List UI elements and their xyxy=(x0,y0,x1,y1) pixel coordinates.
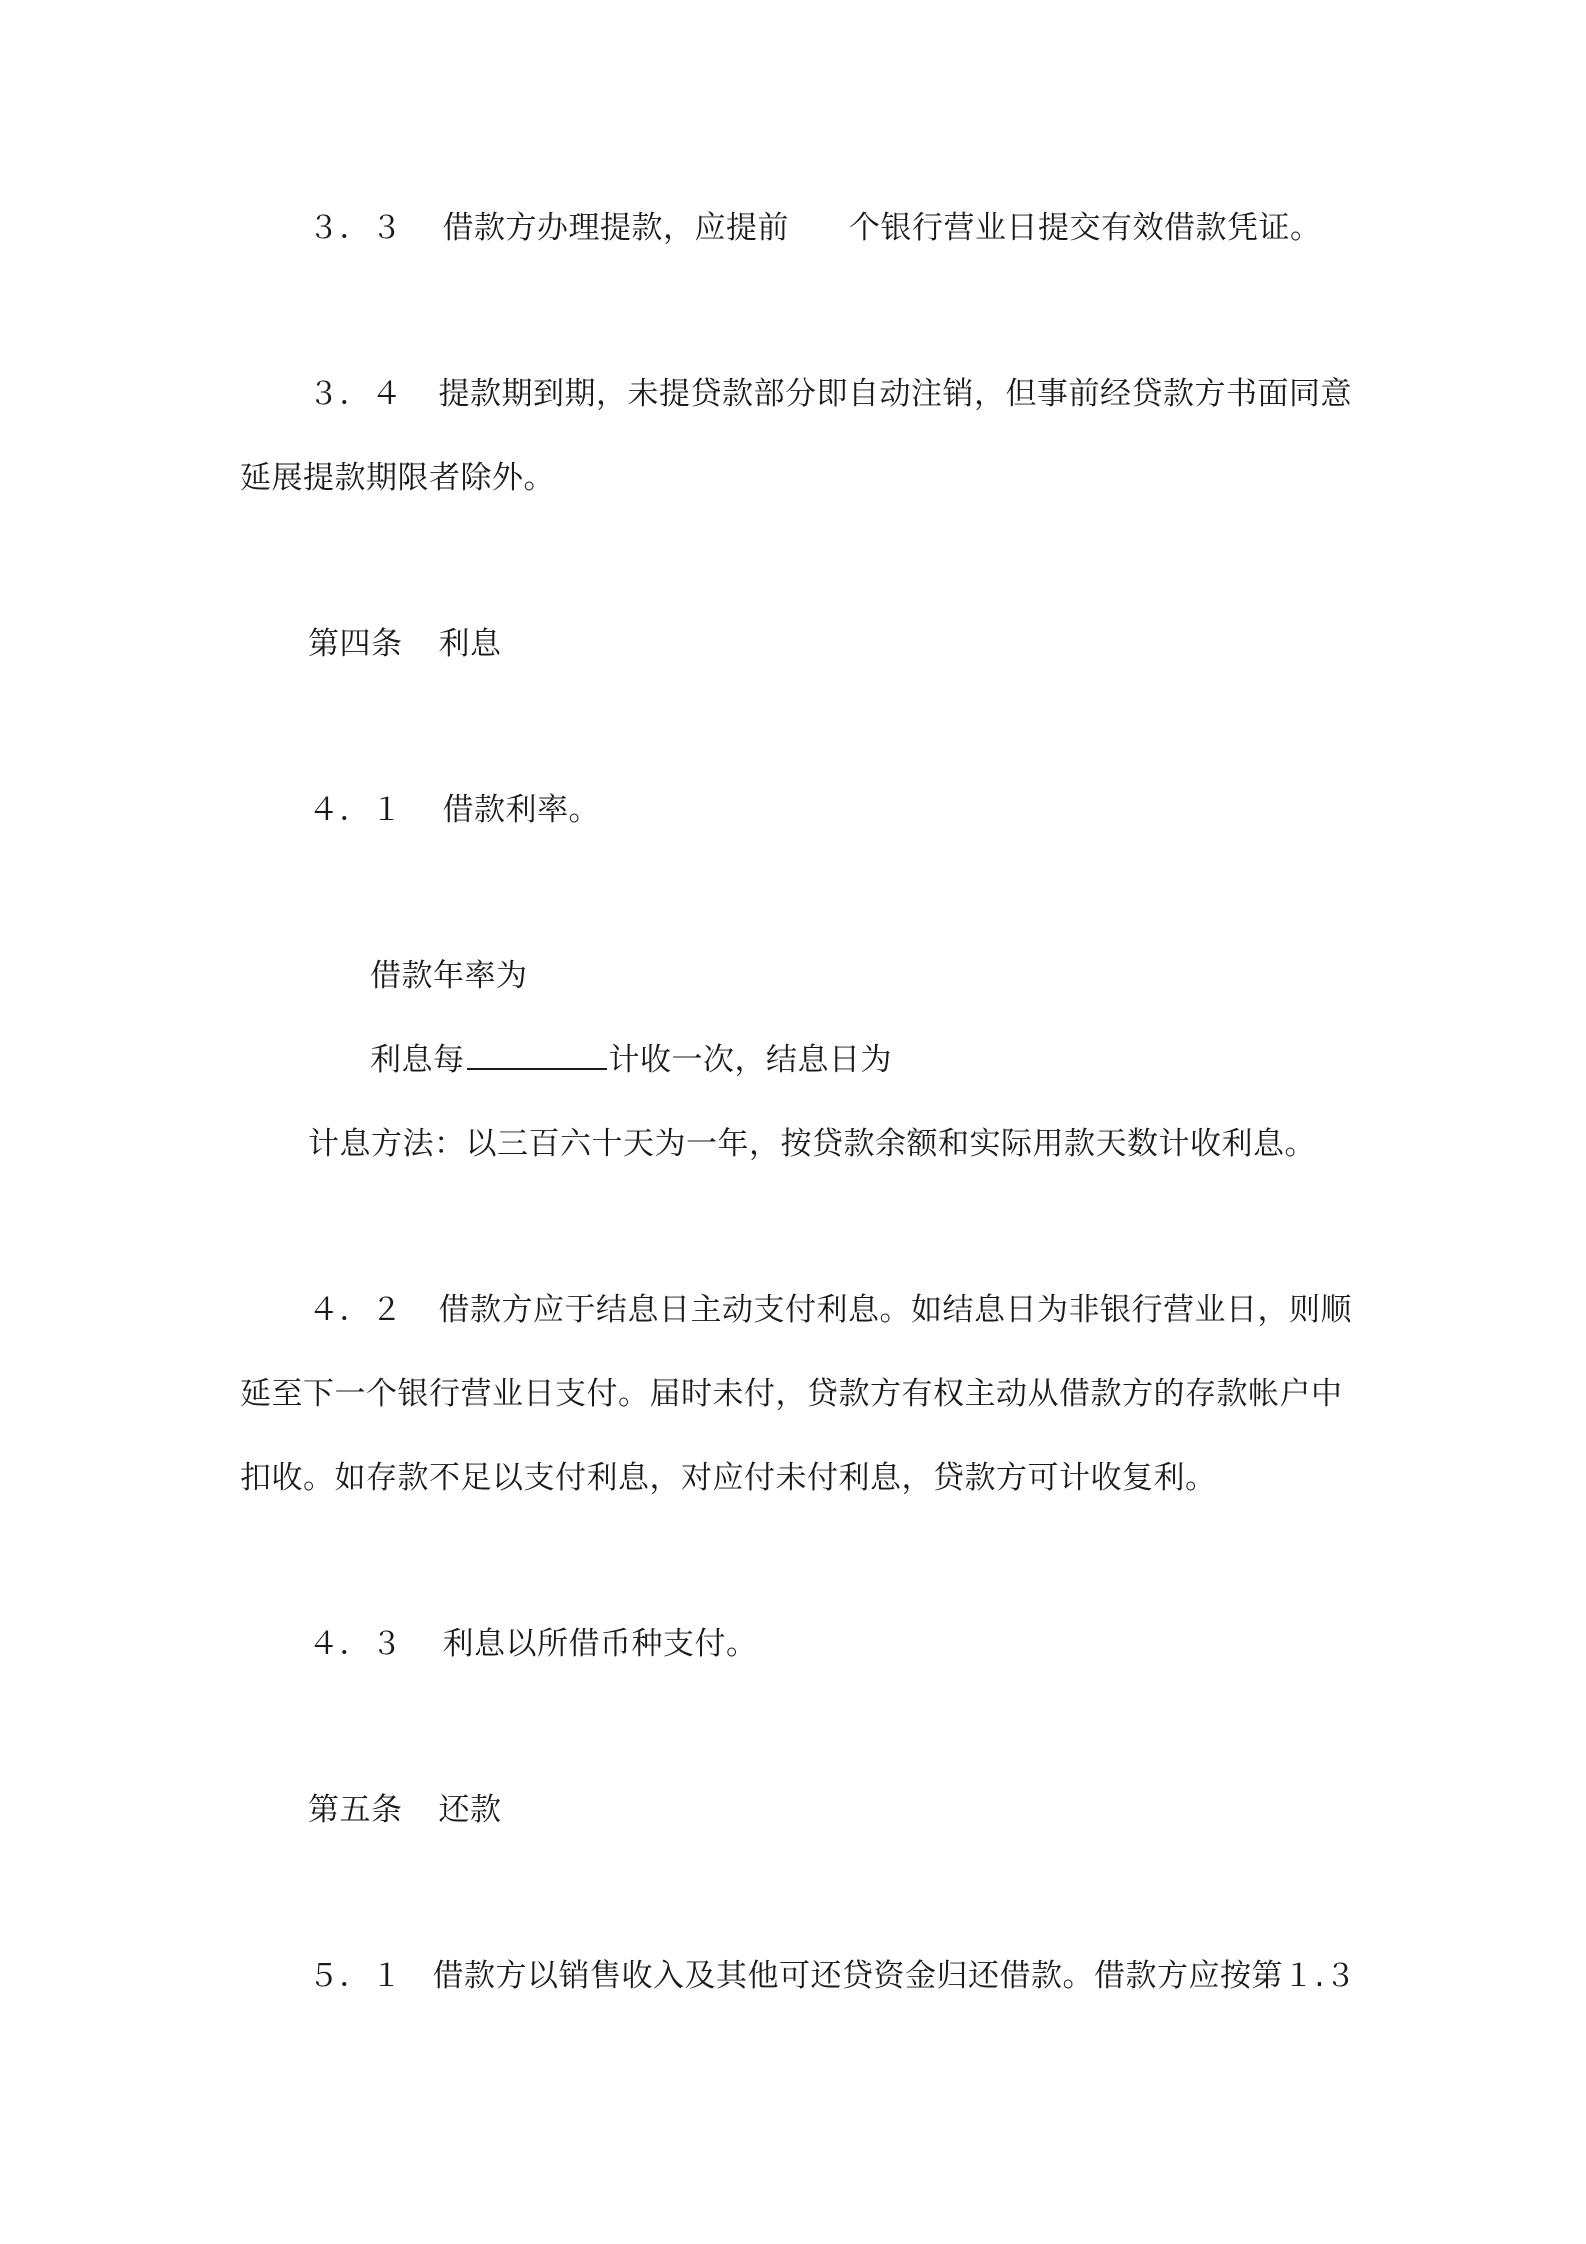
interest-period-blank xyxy=(467,1040,607,1070)
article-label: 第五条 xyxy=(308,1792,403,1828)
clause-4-1 xyxy=(308,790,600,830)
clause-4-2-line1 xyxy=(308,1290,1352,1330)
clause-text: 利息以所借币种支付。 xyxy=(442,1626,758,1662)
article-5-heading xyxy=(308,1790,502,1830)
clause-4-2-line2: 延至下一个银行营业日支付。届时未付，贷款方有权主动从借款方的存款帐户中 xyxy=(240,1376,1343,1412)
clause-number: ５．１ xyxy=(308,1958,403,1994)
interest-method-line: 计息方法：以三百六十天为一年，按贷款余额和实际用款天数计收利息。 xyxy=(308,1126,1316,1162)
clause-number: ４．１ xyxy=(308,792,403,828)
clause-text: 借款方应于结息日主动支付利息。如结息日为非银行营业日，则顺 xyxy=(438,1292,1352,1328)
clause-5-1 xyxy=(308,1956,1356,1996)
interest-text-before: 利息每 xyxy=(370,1042,465,1078)
interest-period-line xyxy=(370,1040,892,1080)
clause-text: 借款方以销售收入及其他可还贷资金归还借款。借款方应按第１.３ xyxy=(432,1958,1357,1994)
clause-number: ３．３ xyxy=(308,210,403,246)
article-title: 利息 xyxy=(438,626,502,662)
article-4-heading xyxy=(308,624,502,664)
clause-text: 提款期到期，未提贷款部分即自动注销，但事前经贷款方书面同意 xyxy=(438,376,1352,412)
clause-3-4-line2: 延展提款期限者除外。 xyxy=(240,460,555,496)
clause-number: ４．３ xyxy=(308,1626,403,1662)
interest-text-after: 计收一次，结息日为 xyxy=(608,1042,892,1078)
article-title: 还款 xyxy=(438,1792,502,1828)
clause-number: ３．４ xyxy=(308,376,403,412)
clause-text-before: 借款方办理提款，应提前 xyxy=(442,210,789,246)
clause-text-after: 个银行营业日提交有效借款凭证。 xyxy=(849,210,1322,246)
annual-rate-line: 借款年率为 xyxy=(370,958,528,994)
clause-3-4-line1 xyxy=(308,374,1352,414)
article-label: 第四条 xyxy=(308,626,403,662)
clause-3-3 xyxy=(308,208,1322,248)
clause-4-3 xyxy=(308,1624,758,1664)
clause-text: 借款利率。 xyxy=(442,792,600,828)
clause-4-2-line3: 扣收。如存款不足以支付利息，对应付未付利息，贷款方可计收复利。 xyxy=(240,1460,1217,1496)
clause-number: ４．２ xyxy=(308,1292,403,1328)
